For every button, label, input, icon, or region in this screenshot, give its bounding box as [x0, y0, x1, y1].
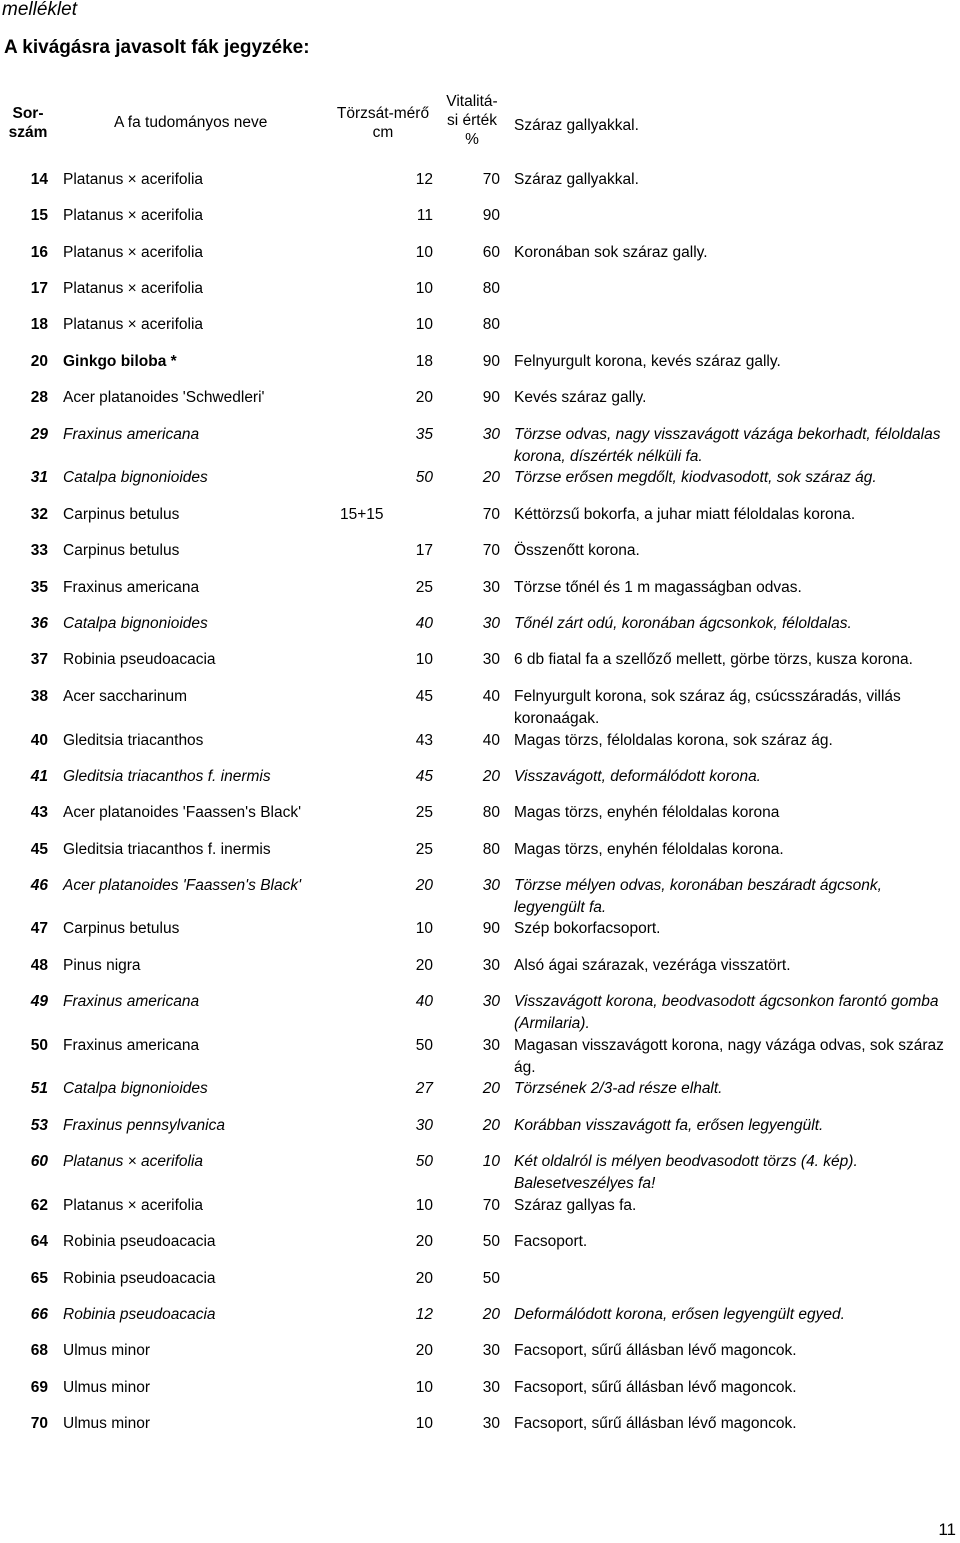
row-vitality: 70: [482, 542, 500, 559]
header-scientific-name: A fa tudományos neve: [114, 114, 268, 131]
row-trunk-diameter: 17: [415, 542, 433, 559]
row-scientific-name: Robinia pseudoacacia: [63, 1306, 216, 1323]
row-note: Visszavágott korona, beodvasodott ágcsonkon farontó gomba (Armilaria).: [514, 993, 939, 1032]
row-vitality: 90: [482, 353, 500, 370]
row-trunk-diameter: 50: [415, 1153, 433, 1170]
row-vitality: 20: [482, 1080, 500, 1097]
row-trunk-diameter: 30: [415, 1117, 433, 1134]
row-scientific-name: Ulmus minor: [63, 1415, 150, 1432]
row-vitality: 90: [482, 920, 500, 937]
row-scientific-name: Carpinus betulus: [63, 920, 180, 937]
row-trunk-diameter: 25: [415, 804, 433, 821]
row-serial-number: 20: [30, 353, 48, 370]
row-vitality: 90: [482, 389, 500, 406]
row-note: Összenőtt korona.: [514, 542, 640, 559]
row-scientific-name: Catalpa bignonioides: [63, 615, 208, 632]
row-note: Tőnél zárt odú, koronában ágcsonkok, féloldalas.: [514, 615, 852, 632]
row-vitality: 30: [482, 1415, 500, 1432]
header-serial-line1: Sor-: [12, 105, 44, 122]
row-scientific-name: Ulmus minor: [63, 1342, 150, 1359]
row-note: Kevés száraz gally.: [514, 389, 647, 406]
row-scientific-name: Acer saccharinum: [63, 688, 188, 705]
row-serial-number: 46: [30, 877, 48, 894]
row-serial-number: 47: [30, 920, 48, 937]
row-scientific-name: Platanus × acerifolia: [63, 207, 204, 224]
row-vitality: 70: [482, 171, 500, 188]
row-scientific-name: Carpinus betulus: [63, 506, 180, 523]
row-trunk-diameter: 10: [415, 316, 433, 333]
row-trunk-diameter: 50: [415, 1037, 433, 1054]
row-scientific-name: Platanus × acerifolia: [63, 316, 204, 333]
row-vitality: 90: [482, 207, 500, 224]
row-scientific-name: Acer platanoides 'Schwedleri': [63, 389, 265, 406]
row-scientific-name: Robinia pseudoacacia: [63, 1270, 216, 1287]
row-trunk-diameter: 20: [415, 1270, 433, 1287]
row-note: 6 db fiatal fa a szellőző mellett, görbe törzs, kusza korona.: [514, 651, 913, 668]
row-note: Törzse mélyen odvas, koronában beszáradt ágcsonk, legyengült fa.: [514, 877, 882, 916]
row-vitality: 70: [482, 506, 500, 523]
row-scientific-name: Gleditsia triacanthos f. inermis: [63, 768, 271, 785]
row-note: Felnyurgult korona, kevés száraz gally.: [514, 353, 781, 370]
row-serial-number: 35: [30, 579, 48, 596]
document-label: melléklet: [2, 0, 77, 20]
row-scientific-name: Platanus × acerifolia: [63, 244, 204, 261]
row-scientific-name: Catalpa bignonioides: [63, 1080, 208, 1097]
header-vitality-line3: %: [465, 131, 479, 148]
row-vitality: 30: [482, 993, 500, 1010]
row-trunk-diameter: 43: [415, 732, 433, 749]
row-serial-number: 65: [30, 1270, 48, 1287]
row-scientific-name: Acer platanoides 'Faassen's Black': [63, 804, 302, 821]
row-note: Törzse erősen megdőlt, kiodvasodott, sok száraz ág.: [514, 469, 877, 486]
row-scientific-name: Acer platanoides 'Faassen's Black': [63, 877, 302, 894]
row-note: Törzse odvas, nagy visszavágott vázága bekorhadt, féloldalas korona, díszérték nélküli fa.: [514, 426, 941, 465]
row-vitality: 80: [482, 280, 500, 297]
row-scientific-name: Robinia pseudoacacia: [63, 1233, 216, 1250]
row-note: Koronában sok száraz gally.: [514, 244, 708, 261]
row-note: Kéttörzsű bokorfa, a juhar miatt féloldalas korona.: [514, 506, 856, 523]
header-serial-line2: szám: [8, 124, 48, 141]
row-note: Törzsének 2/3-ad része elhalt.: [514, 1080, 723, 1097]
row-note: Facsoport, sűrű állásban lévő magoncok.: [514, 1342, 797, 1359]
row-serial-number: 15: [30, 207, 48, 224]
row-trunk-diameter: 25: [415, 579, 433, 596]
row-vitality: 30: [482, 1037, 500, 1054]
row-vitality: 40: [482, 732, 500, 749]
row-serial-number: 50: [30, 1037, 48, 1054]
row-note: Szép bokorfacsoport.: [514, 920, 661, 937]
row-note: Deformálódott korona, erősen legyengült egyed.: [514, 1306, 845, 1323]
row-note: Magas törzs, enyhén féloldalas korona: [514, 804, 780, 821]
row-scientific-name: Gleditsia triacanthos f. inermis: [63, 841, 271, 858]
row-note: Visszavágott, deformálódott korona.: [514, 768, 761, 785]
row-scientific-name: Catalpa bignonioides: [63, 469, 208, 486]
row-trunk-diameter: 20: [415, 1233, 433, 1250]
row-serial-number: 48: [30, 957, 48, 974]
row-vitality: 40: [482, 688, 500, 705]
row-trunk-diameter: 40: [415, 615, 433, 632]
row-serial-number: 28: [30, 389, 48, 406]
row-scientific-name: Ulmus minor: [63, 1379, 150, 1396]
row-note: Két oldalról is mélyen beodvasodott törzs (4. kép). Balesetveszélyes fa!: [514, 1153, 858, 1192]
row-note: Száraz gallyakkal.: [514, 171, 639, 188]
row-serial-number: 66: [30, 1306, 48, 1323]
row-vitality: 60: [482, 244, 500, 261]
row-trunk-diameter: 25: [415, 841, 433, 858]
row-scientific-name: Fraxinus americana: [63, 1037, 200, 1054]
row-serial-number: 64: [30, 1233, 48, 1250]
row-serial-number: 69: [30, 1379, 48, 1396]
row-serial-number: 37: [30, 651, 48, 668]
row-note: Magas törzs, enyhén féloldalas korona.: [514, 841, 784, 858]
header-vitality-line1: Vitalitá-: [446, 93, 498, 110]
row-vitality: 50: [482, 1233, 500, 1250]
row-serial-number: 31: [30, 469, 48, 486]
row-serial-number: 14: [30, 171, 48, 188]
row-serial-number: 38: [30, 688, 48, 705]
row-trunk-diameter: 40: [415, 993, 433, 1010]
row-trunk-diameter: 11: [416, 207, 433, 224]
row-trunk-diameter: 20: [415, 957, 433, 974]
header-diameter-line1: Törzsát-mérő: [336, 105, 430, 122]
row-serial-number: 51: [30, 1080, 48, 1097]
row-vitality: 50: [482, 1270, 500, 1287]
row-trunk-diameter: 20: [415, 389, 433, 406]
row-vitality: 70: [482, 1197, 500, 1214]
row-trunk-diameter: 10: [415, 651, 433, 668]
row-scientific-name: Ginkgo biloba *: [63, 353, 177, 370]
row-vitality: 80: [482, 841, 500, 858]
row-trunk-diameter: 27: [415, 1080, 433, 1097]
header-diameter-line2: cm: [372, 124, 394, 141]
row-serial-number: 45: [30, 841, 48, 858]
row-serial-number: 16: [30, 244, 48, 261]
row-scientific-name: Carpinus betulus: [63, 542, 180, 559]
row-trunk-diameter: 12: [415, 171, 433, 188]
row-trunk-diameter: 45: [415, 688, 433, 705]
row-serial-number: 43: [30, 804, 48, 821]
row-trunk-diameter: 15+15: [340, 506, 384, 523]
row-trunk-diameter: 10: [415, 1415, 433, 1432]
document-title: A kivágásra javasolt fák jegyzéke:: [4, 37, 310, 58]
row-vitality: 30: [482, 957, 500, 974]
row-trunk-diameter: 45: [415, 768, 433, 785]
row-scientific-name: Fraxinus americana: [63, 426, 200, 443]
row-vitality: 30: [482, 615, 500, 632]
row-trunk-diameter: 10: [415, 1197, 433, 1214]
row-serial-number: 60: [30, 1153, 48, 1170]
row-note: Száraz gallyas fa.: [514, 1197, 637, 1214]
row-trunk-diameter: 10: [415, 280, 433, 297]
row-note: Magas törzs, féloldalas korona, sok száraz ág.: [514, 732, 833, 749]
row-serial-number: 36: [30, 615, 48, 632]
row-vitality: 20: [482, 469, 500, 486]
row-serial-number: 62: [30, 1197, 48, 1214]
row-note: Facsoport, sűrű állásban lévő magoncok.: [514, 1379, 797, 1396]
row-serial-number: 49: [30, 993, 48, 1010]
row-note: Törzse tőnél és 1 m magasságban odvas.: [514, 579, 802, 596]
header-note: Száraz gallyakkal.: [514, 117, 639, 134]
row-vitality: 20: [482, 1117, 500, 1134]
row-trunk-diameter: 12: [415, 1306, 433, 1323]
row-note: Facsoport.: [514, 1233, 588, 1250]
row-trunk-diameter: 10: [415, 1379, 433, 1396]
row-serial-number: 53: [30, 1117, 48, 1134]
row-serial-number: 33: [30, 542, 48, 559]
row-scientific-name: Platanus × acerifolia: [63, 171, 204, 188]
row-note: Magasan visszavágott korona, nagy vázága odvas, sok száraz ág.: [514, 1037, 944, 1076]
row-vitality: 30: [482, 426, 500, 443]
row-vitality: 80: [482, 316, 500, 333]
row-trunk-diameter: 10: [415, 920, 433, 937]
row-vitality: 30: [482, 1342, 500, 1359]
row-scientific-name: Platanus × acerifolia: [63, 280, 204, 297]
row-trunk-diameter: 35: [415, 426, 433, 443]
row-scientific-name: Gleditsia triacanthos: [63, 732, 204, 749]
row-serial-number: 40: [30, 732, 48, 749]
row-vitality: 10: [482, 1153, 500, 1170]
row-note: Korábban visszavágott fa, erősen legyengült.: [514, 1117, 824, 1134]
row-vitality: 80: [482, 804, 500, 821]
row-serial-number: 17: [30, 280, 48, 297]
row-scientific-name: Fraxinus americana: [63, 579, 200, 596]
row-vitality: 20: [482, 768, 500, 785]
row-serial-number: 29: [30, 426, 48, 443]
row-scientific-name: Fraxinus pennsylvanica: [63, 1117, 225, 1134]
row-serial-number: 68: [30, 1342, 48, 1359]
row-vitality: 30: [482, 1379, 500, 1396]
row-scientific-name: Platanus × acerifolia: [63, 1197, 204, 1214]
row-vitality: 30: [482, 877, 500, 894]
row-vitality: 30: [482, 579, 500, 596]
row-vitality: 30: [482, 651, 500, 668]
row-trunk-diameter: 20: [415, 877, 433, 894]
page-number: 11: [938, 1520, 956, 1539]
row-trunk-diameter: 10: [415, 244, 433, 261]
row-note: Alsó ágai szárazak, vezérága visszatört.: [514, 957, 791, 974]
row-serial-number: 70: [30, 1415, 48, 1432]
header-vitality-line2: si érték: [447, 112, 497, 129]
row-trunk-diameter: 20: [415, 1342, 433, 1359]
row-serial-number: 18: [30, 316, 48, 333]
row-note: Facsoport, sűrű állásban lévő magoncok.: [514, 1415, 797, 1432]
row-vitality: 20: [482, 1306, 500, 1323]
row-serial-number: 41: [30, 768, 48, 785]
row-scientific-name: Fraxinus americana: [63, 993, 200, 1010]
row-trunk-diameter: 50: [415, 469, 433, 486]
row-serial-number: 32: [30, 506, 48, 523]
row-trunk-diameter: 18: [415, 353, 433, 370]
row-scientific-name: Pinus nigra: [63, 957, 141, 974]
row-scientific-name: Robinia pseudoacacia: [63, 651, 216, 668]
row-scientific-name: Platanus × acerifolia: [63, 1153, 204, 1170]
row-note: Felnyurgult korona, sok száraz ág, csúcsszáradás, villás koronaágak.: [514, 688, 901, 727]
